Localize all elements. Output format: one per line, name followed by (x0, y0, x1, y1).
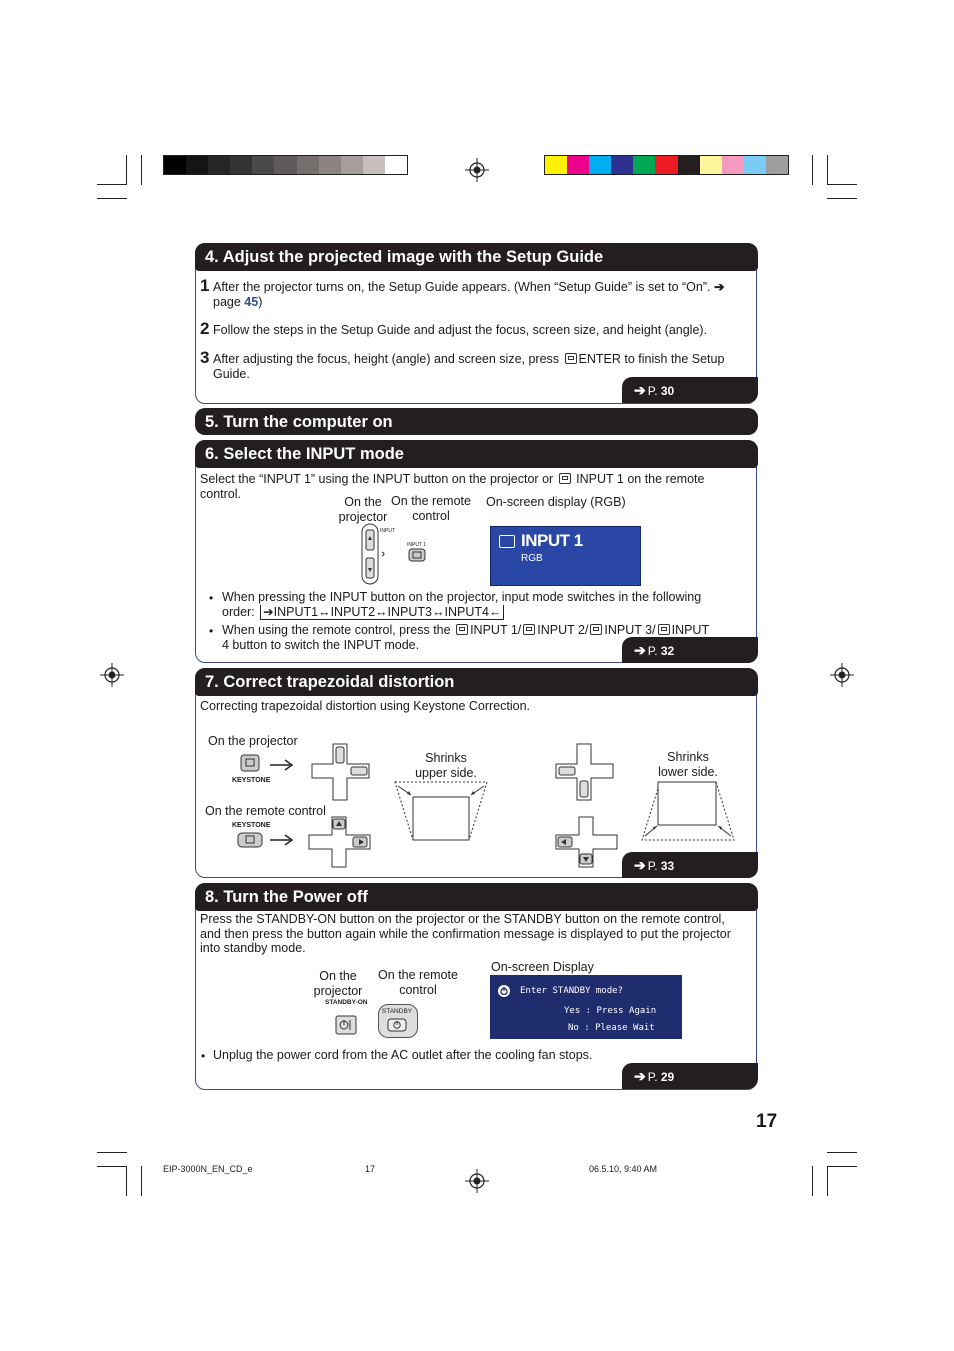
step-number: 1 (200, 276, 210, 295)
color-swatch (700, 156, 722, 174)
enter-button-icon (565, 353, 577, 364)
bullet-icon: • (209, 591, 214, 605)
osd-line: Enter STANDBY mode? (520, 986, 623, 996)
registration-mark-icon (465, 158, 489, 182)
intro-text: Correcting trapezoidal distortion using Keystone Correction. (200, 699, 531, 713)
arrow-right-icon: ➔ (634, 1068, 646, 1084)
standby-label: STANDBY (381, 1008, 413, 1015)
step-text: After the projector turns on, the Setup Guide appears. (When “Setup Guide” is set to “On”. ➔ page 45) (213, 280, 725, 309)
intro-text: Select the “INPUT 1” using the INPUT button on the projector or INPUT 1 on the remote control. (200, 472, 705, 501)
grayscale-color-bar (163, 155, 408, 175)
standby-on-label: STANDBY-ON (325, 999, 368, 1006)
color-swatch (655, 156, 677, 174)
crop-mark (827, 198, 857, 199)
input2-button-icon (523, 624, 535, 635)
label-on-projector: On the projector (208, 734, 298, 748)
projector-keystone-button-icon (240, 754, 260, 772)
step-text: After adjusting the focus, height (angle) and screen size, press ENTER to finish the Setup Guide. (213, 352, 725, 381)
input-order-cycle: ➔INPUT1↔INPUT2↔INPUT3↔INPUT4← (260, 605, 504, 621)
arrow-right-icon: ➔ (634, 642, 646, 658)
shrinks-lower-label: Shrinks lower side. (658, 750, 718, 779)
footer-file: EIP-3000N_EN_CD_e (163, 1164, 253, 1174)
bullet-text: When using the remote control, press the INPUT 1/ INPUT 2/ INPUT 3/ INPUT 4 button to switch the INPUT mode. (222, 623, 710, 652)
arrow-both-icon: ↔ (318, 604, 331, 619)
color-swatch (341, 156, 363, 174)
cmyk-color-bar (544, 155, 789, 175)
crop-mark (827, 155, 828, 185)
input4-button-icon (658, 624, 670, 635)
color-swatch (766, 156, 788, 174)
color-swatch (363, 156, 385, 174)
color-swatch (545, 156, 567, 174)
remote-input1-button-icon (408, 548, 426, 562)
color-swatch (186, 156, 208, 174)
osd-sub: RGB (521, 553, 543, 564)
keystone-upper-diagram (393, 780, 489, 842)
section-title: 5. Turn the computer on (195, 408, 758, 435)
osd-line: Yes : Press Again (564, 1006, 657, 1016)
osd-label: On-screen display (RGB) (486, 495, 626, 509)
power-icon (497, 984, 511, 998)
projector-standby-button-icon (335, 1015, 357, 1035)
color-swatch (252, 156, 274, 174)
shrinks-upper-label: Shrinks upper side. (415, 751, 477, 780)
keystone-lower-diagram (640, 780, 736, 842)
crop-mark (812, 155, 813, 185)
remote-keystone-button-icon (237, 832, 263, 848)
page-link[interactable]: 45 (244, 294, 259, 309)
label-on-remote: On the remote control (205, 804, 326, 818)
arrow-right-icon: ➔ (713, 280, 725, 294)
remote-cross-pad-icon (555, 816, 619, 868)
color-swatch (385, 156, 407, 174)
label-on-remote: On the remote control (378, 968, 458, 997)
section-title: 4. Adjust the projected image with the Setup Guide (195, 243, 758, 271)
color-swatch (678, 156, 700, 174)
page-reference[interactable]: ➔ P. 29 (622, 1063, 758, 1089)
label-on-projector: On the projector (313, 969, 363, 998)
color-swatch (274, 156, 296, 174)
color-swatch (567, 156, 589, 174)
color-swatch (164, 156, 186, 174)
crop-mark (827, 1166, 857, 1167)
color-swatch (633, 156, 655, 174)
body-text: Press the STANDBY-ON button on the projector or the STANDBY button on the remote control, and then press the button again while the confirmation message is displayed to put the projector into standby mode. (200, 912, 731, 955)
crop-mark (126, 1166, 127, 1196)
registration-mark-icon (465, 1169, 489, 1193)
page-number: 17 (756, 1111, 778, 1132)
section-title: 8. Turn the Power off (195, 883, 758, 911)
arrow-both-icon: ↔ (375, 604, 388, 619)
bullet-icon: • (201, 1049, 206, 1063)
input3-button-icon (590, 624, 602, 635)
label-on-projector: On the projector (338, 495, 388, 524)
arrow-icon: ➔ (263, 604, 274, 619)
crop-mark (827, 1166, 828, 1196)
osd-title: INPUT 1 (521, 531, 583, 550)
arrow-both-icon: ↔ (431, 604, 445, 619)
input-tiny-label: INPUT (380, 528, 395, 534)
section-title: 7. Correct trapezoidal distortion (195, 668, 758, 696)
remote-cross-pad-icon (308, 816, 372, 868)
color-swatch (611, 156, 633, 174)
color-swatch (230, 156, 252, 174)
color-swatch (722, 156, 744, 174)
osd-line: No : Please Wait (568, 1023, 655, 1033)
crop-mark (827, 184, 857, 185)
color-swatch (744, 156, 766, 174)
section-title: 6. Select the INPUT mode (195, 440, 758, 468)
color-swatch (208, 156, 230, 174)
crop-mark (97, 1152, 127, 1153)
crop-mark (812, 1166, 813, 1196)
power-icon (387, 1018, 407, 1032)
arrow-right-icon: ➔ (634, 857, 646, 873)
monitor-icon (499, 535, 515, 548)
color-swatch (297, 156, 319, 174)
keystone-label: KEYSTONE (232, 822, 271, 829)
step-text: Follow the steps in the Setup Guide and adjust the focus, screen size, and height (angle). (213, 323, 708, 337)
input1-tiny-label: INPUT 1 (407, 542, 427, 548)
color-swatch (319, 156, 341, 174)
crop-mark (141, 1166, 142, 1196)
osd-label: On-screen Display (491, 960, 594, 974)
crop-mark (97, 198, 127, 199)
registration-mark-icon (830, 663, 854, 687)
label-on-remote: On the remote control (391, 494, 471, 523)
projector-cross-pad-icon (311, 743, 371, 801)
projector-cross-pad-icon (555, 743, 615, 801)
step-number: 3 (200, 348, 210, 367)
crop-mark (141, 155, 142, 185)
page-reference[interactable]: ➔ P. 33 (622, 852, 758, 878)
footer-page: 17 (365, 1164, 376, 1174)
arrow-icon: ← (488, 604, 502, 619)
crop-mark (97, 1166, 127, 1167)
keystone-label: KEYSTONE (232, 777, 271, 784)
osd-screen-input1 (490, 526, 641, 586)
bullet-text: Unplug the power cord from the AC outlet after the cooling fan stops. (213, 1048, 593, 1062)
step-number: 2 (200, 319, 210, 338)
bullet-text: When pressing the INPUT button on the projector, input mode switches in the following order: ➔INPUT1↔INPUT2↔INPUT3↔INPUT4← (222, 590, 702, 619)
crop-mark (827, 1152, 857, 1153)
page-reference[interactable]: ➔ P. 30 (622, 377, 758, 403)
input1-button-icon (456, 624, 468, 635)
color-swatch (589, 156, 611, 174)
arrow-right-icon (270, 834, 296, 846)
bullet-icon: • (209, 624, 214, 638)
crop-mark (126, 155, 127, 185)
crop-mark (97, 184, 127, 185)
osd-screen-standby (490, 975, 682, 1039)
page-reference[interactable]: ➔ P. 32 (622, 637, 758, 663)
registration-mark-icon (100, 663, 124, 687)
arrow-right-icon (270, 759, 296, 771)
footer-date: 06.5.10, 9:40 AM (589, 1164, 658, 1174)
input-button-icon (559, 473, 571, 484)
arrow-right-icon: ➔ (634, 382, 646, 398)
